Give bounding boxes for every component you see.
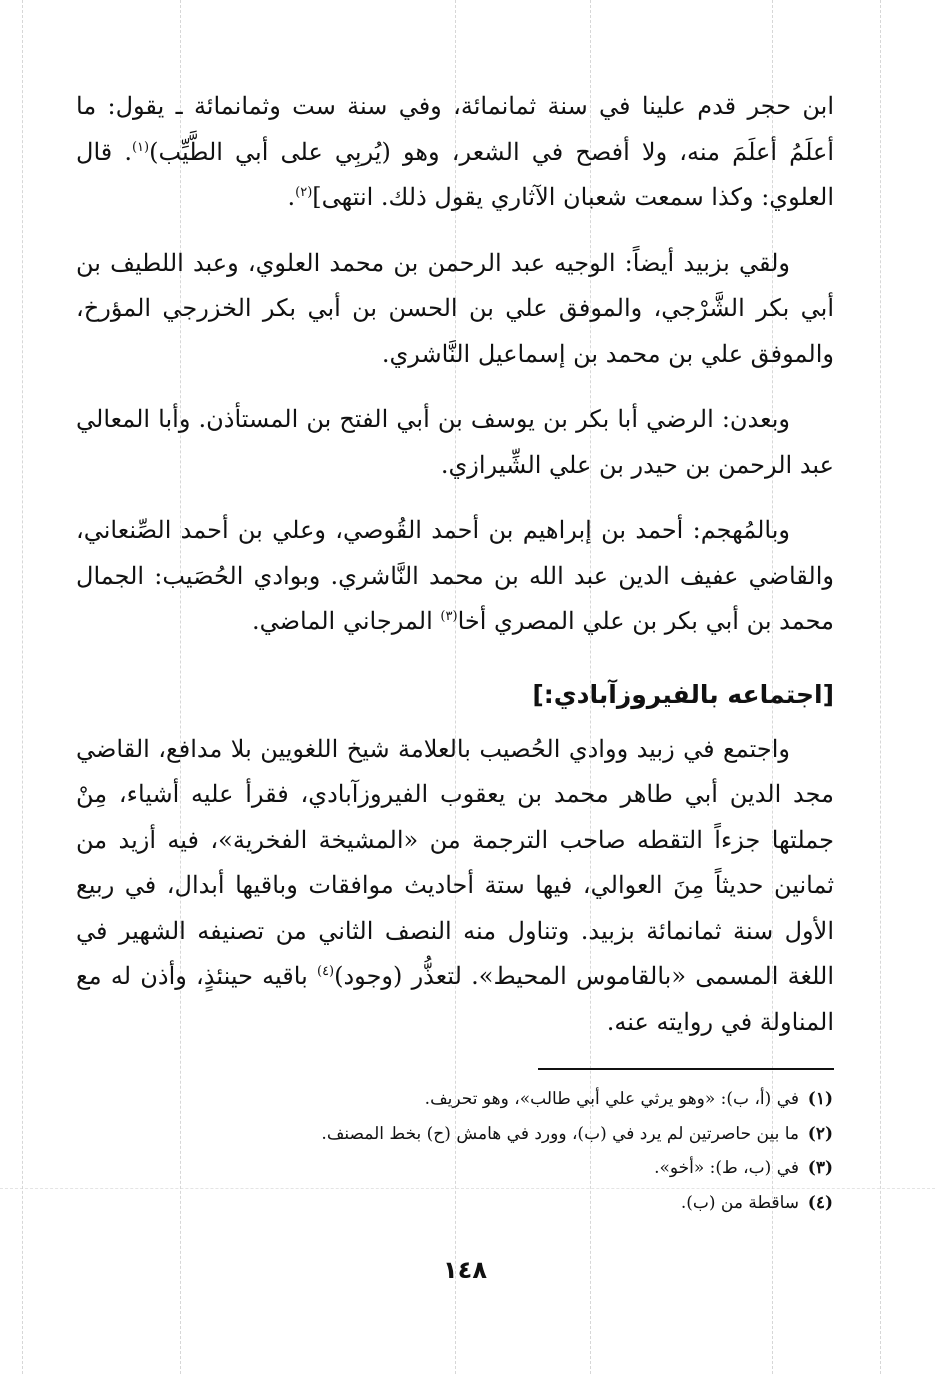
paragraph-4-text: وبالمُهجم: أحمد بن إبراهيم بن أحمد القُوصي، وعلي بن أحمد الصِّنعاني، والقاضي عفيف الدين عبد الله بن محمد النَّاشري. وبوادي الحُصَيب: الجمال محمد بن أبي بكر بن علي المصري أخا bbox=[76, 516, 834, 635]
main-text bbox=[76, 84, 834, 1045]
footnote-1 bbox=[133, 1082, 833, 1117]
footnote-text: ما بين حاصرتين لم يرد في (ب)، وورد في هامش (ح) بخط المصنف. bbox=[321, 1123, 799, 1144]
paragraph-1-text-cont: . قال العلوي: وكذا سمعت شعبان الآثاري يقول ذلك. انتهى] bbox=[76, 137, 834, 211]
footnotes bbox=[133, 1082, 833, 1220]
footnote-number: (٤) bbox=[807, 1192, 833, 1213]
section-paragraph-text-cont: باقيه حينئذٍ، وأذن له مع المناولة في روايته عنه. bbox=[76, 962, 834, 1036]
section-paragraph-text: واجتمع في زبيد ووادي الحُصيب بالعلامة شيخ اللغويين بلا مدافع، القاضي مجد الدين أبي طاهر محمد بن يعقوب الفيروزآبادي، فقرأ عليه أشياء، مِنْ جملتها جزءاً التقطه صاحب الترجمة من «المشيخة الفخرية»، فيه أزيد من ثمانين حديثاً مِنَ العوالي، فيها ستة أحاديث موافقات وباقيها أبدال، في ربيع الأول سنة ثمانمائة بزبيد. وتناول منه النصف الثاني من تصنيفه الشهير في اللغة المسمى «بالقاموس المحيط». لتعذُّر (وجود) bbox=[76, 734, 834, 990]
scan-guide-line bbox=[880, 0, 881, 1374]
footnote-ref-3: (٣) bbox=[440, 609, 458, 624]
paragraph-4 bbox=[76, 508, 834, 645]
footnote-text: ساقطة من (ب). bbox=[680, 1192, 799, 1213]
footnote-ref-2: (٢) bbox=[295, 185, 313, 200]
footnote-number: (٣) bbox=[807, 1158, 833, 1178]
footnote-ref-1: (١) bbox=[131, 139, 150, 155]
footnote-separator bbox=[538, 1068, 834, 1070]
footnote-number: (٢) bbox=[807, 1123, 833, 1144]
section-paragraph bbox=[76, 727, 834, 1046]
footnote-3 bbox=[133, 1151, 833, 1186]
footnote-number: (١) bbox=[807, 1089, 833, 1109]
footnote-4 bbox=[133, 1186, 833, 1221]
paragraph-2: ولقي بزبيد أيضاً: الوجيه عبد الرحمن بن محمد العلوي، وعبد اللطيف بن أبي بكر الشَّرْجي، والموفق علي بن الحسن بن أبي بكر الخزرجي المؤرخ، والموفق علي بن محمد بن إسماعيل النَّاشري. bbox=[76, 248, 834, 368]
paragraph-1 bbox=[76, 84, 834, 221]
page-number: ١٤٨ bbox=[443, 1256, 487, 1284]
footnote-ref-4: (٤) bbox=[316, 964, 335, 979]
paragraph-4-text-cont: المرجاني الماضي. bbox=[252, 607, 441, 635]
paragraph-1-text: ابن حجر قدم علينا في سنة ثمانمائة، وفي سنة ست وثمانمائة ـ يقول: ما أعلَمُ أعلَمَ منه، ولا أفصح في الشعر، وهو (يُربِي على أبي الطَّيِّب) bbox=[76, 92, 835, 166]
section-heading: [اجتماعه بالفيروزآبادي:] bbox=[532, 679, 834, 709]
footnote-text: في (ب، ط): «أخو». bbox=[654, 1158, 799, 1178]
paragraph-3: وبعدن: الرضي أبا بكر بن يوسف بن أبي الفتح بن المستأذن. وأبا المعالي عبد الرحمن بن حيدر بن علي الشِّيرازي. bbox=[76, 405, 834, 479]
footnote-2 bbox=[133, 1117, 833, 1152]
paragraph-1-end: . bbox=[287, 183, 296, 211]
scan-guide-line bbox=[22, 0, 23, 1374]
footnote-text: في (أ، ب): «وهو يرثي علي أبي طالب»، وهو تحريف. bbox=[424, 1089, 799, 1109]
